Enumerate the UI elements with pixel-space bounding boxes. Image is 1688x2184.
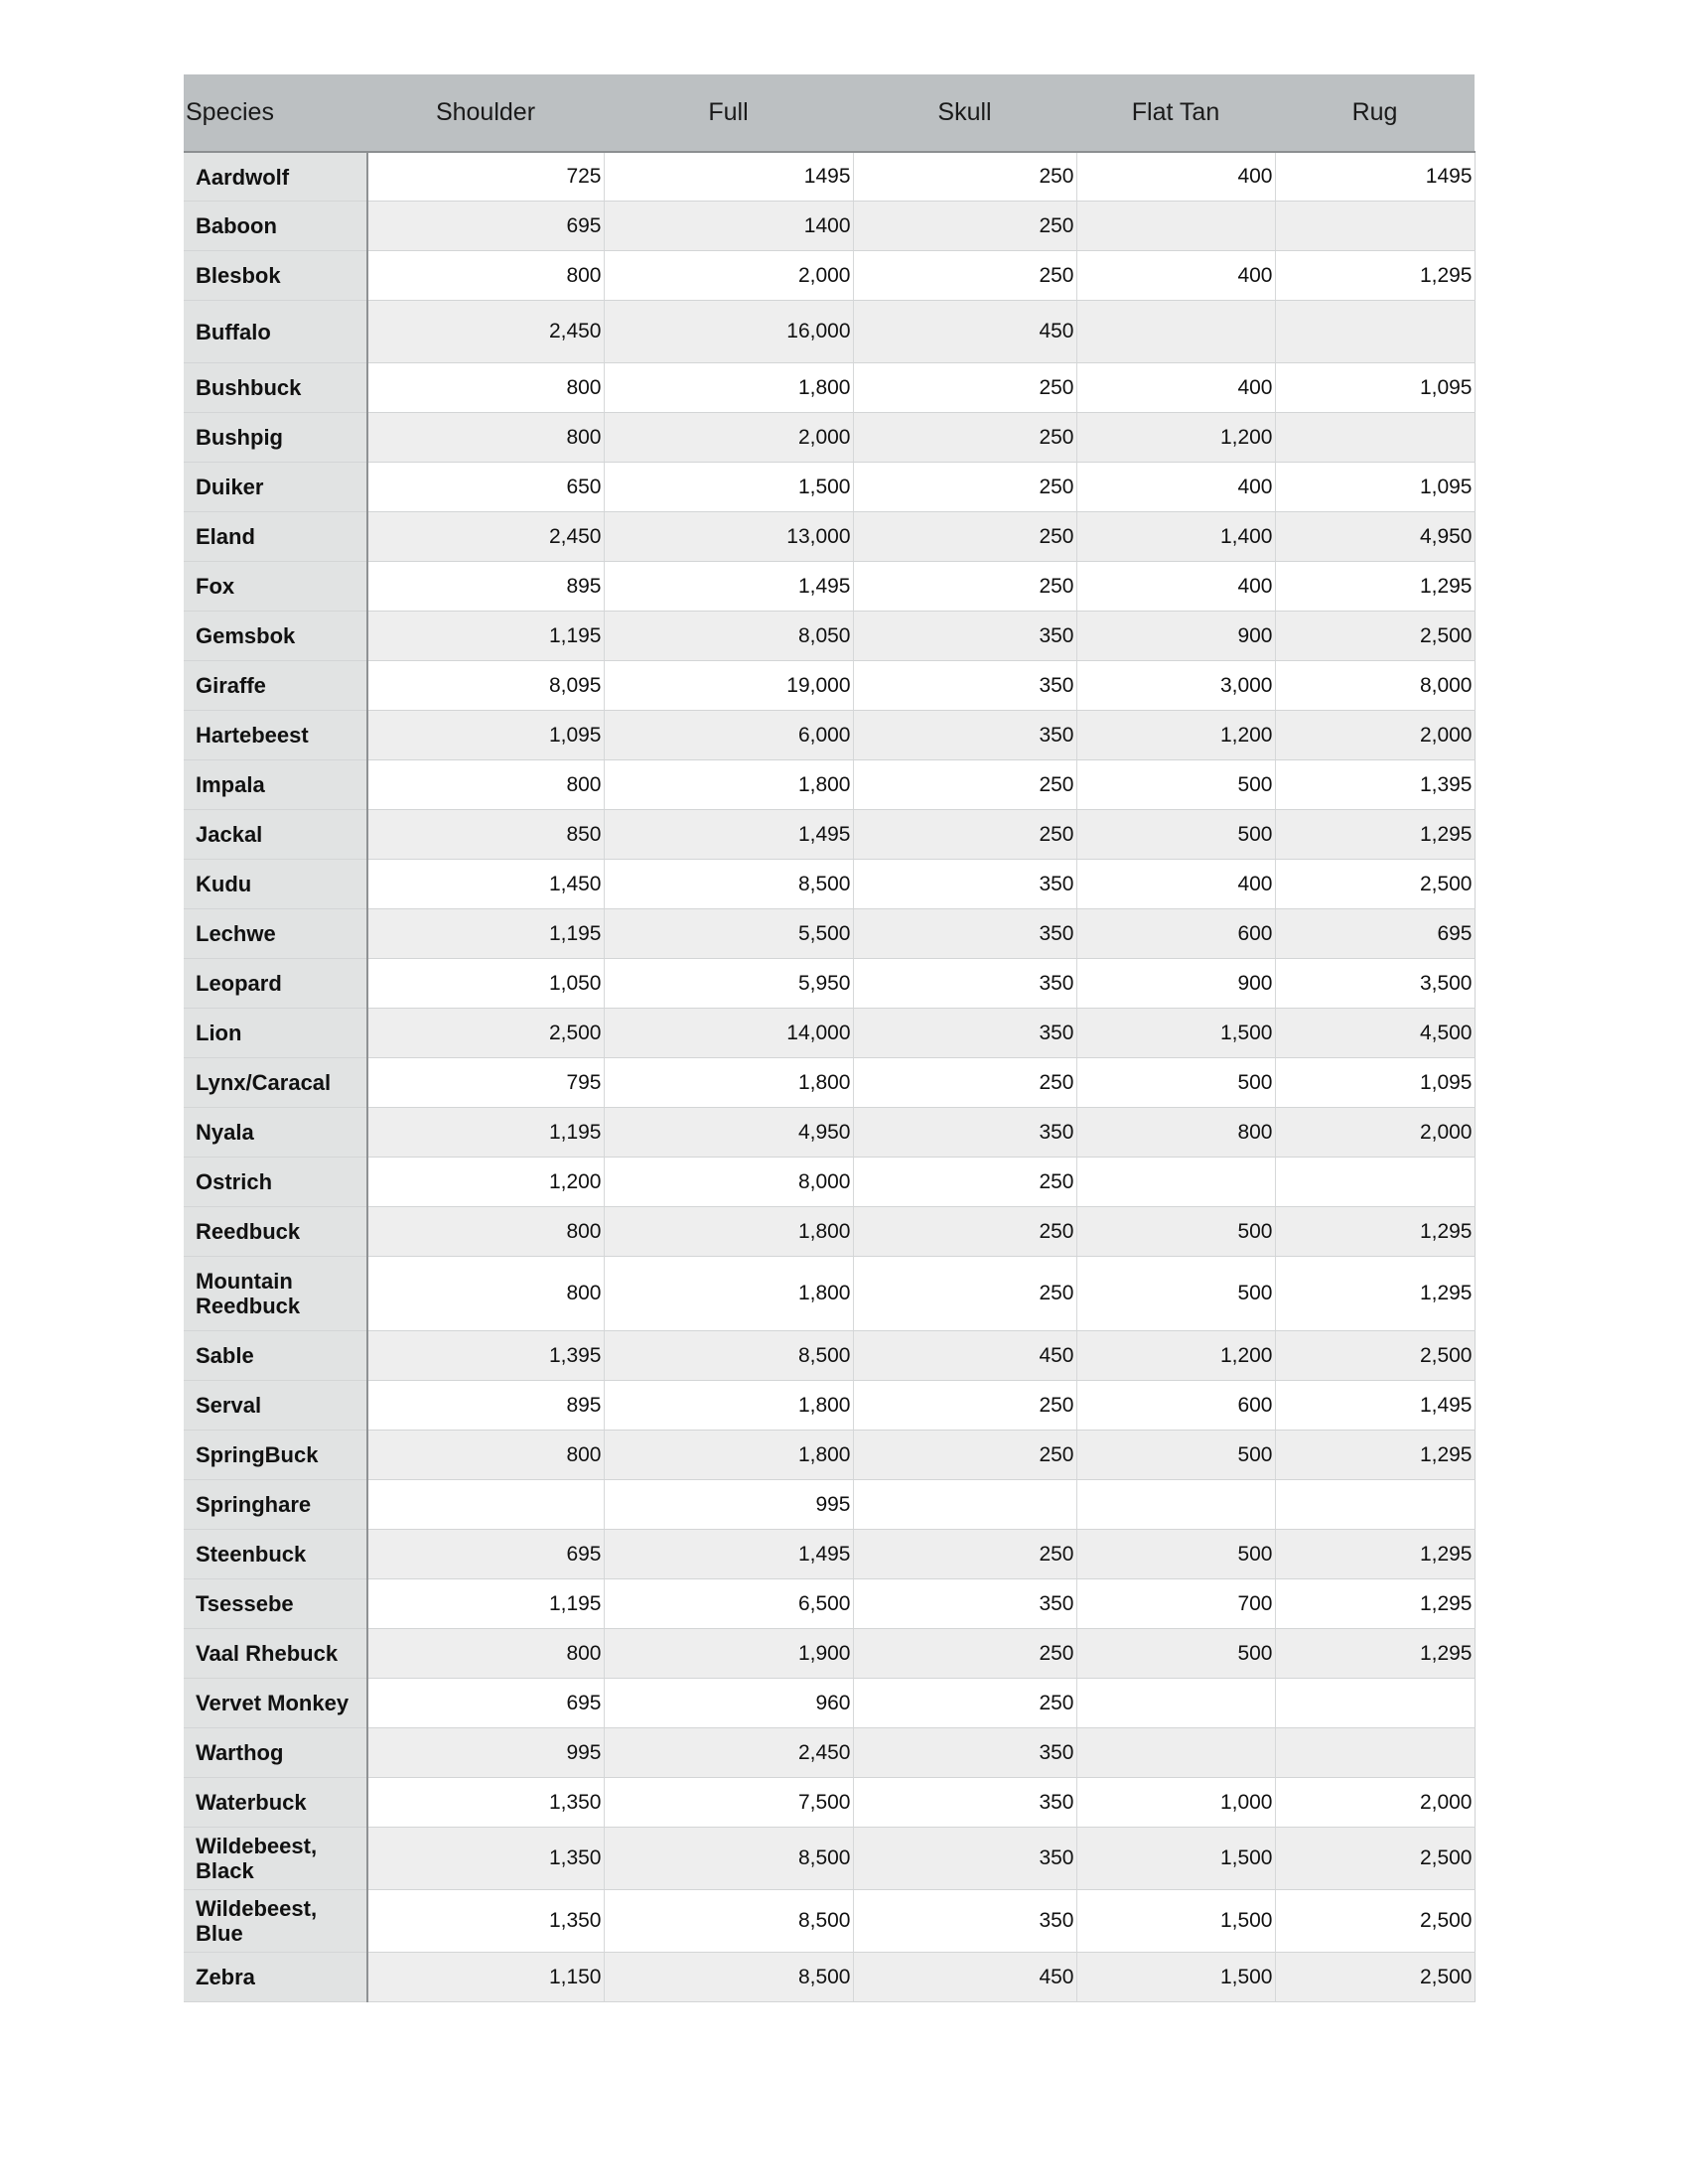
price-cell bbox=[1275, 1480, 1475, 1530]
table-row bbox=[184, 1108, 1475, 1158]
table-row bbox=[184, 413, 1475, 463]
price-cell: 350 bbox=[853, 959, 1076, 1009]
species-cell: Leopard bbox=[184, 959, 367, 1009]
species-cell: Giraffe bbox=[184, 661, 367, 711]
table-row bbox=[184, 1579, 1475, 1629]
price-cell: 7,500 bbox=[604, 1778, 853, 1828]
price-cell: 1400 bbox=[604, 202, 853, 251]
species-cell: Gemsbok bbox=[184, 612, 367, 661]
price-cell: 895 bbox=[367, 562, 604, 612]
price-cell: 1,295 bbox=[1275, 1530, 1475, 1579]
price-cell: 350 bbox=[853, 860, 1076, 909]
price-cell: 1,500 bbox=[1076, 1009, 1275, 1058]
price-cell: 695 bbox=[367, 1679, 604, 1728]
table-row bbox=[184, 959, 1475, 1009]
table-row bbox=[184, 1381, 1475, 1431]
price-cell: 8,000 bbox=[1275, 661, 1475, 711]
species-cell: Lion bbox=[184, 1009, 367, 1058]
price-cell: 400 bbox=[1076, 463, 1275, 512]
price-cell: 1,900 bbox=[604, 1629, 853, 1679]
price-cell: 4,950 bbox=[1275, 512, 1475, 562]
price-cell: 1,050 bbox=[367, 959, 604, 1009]
price-cell: 2,500 bbox=[367, 1009, 604, 1058]
price-cell: 350 bbox=[853, 909, 1076, 959]
price-cell: 1,500 bbox=[1076, 1953, 1275, 2002]
price-cell: 500 bbox=[1076, 760, 1275, 810]
species-cell: Fox bbox=[184, 562, 367, 612]
price-cell: 650 bbox=[367, 463, 604, 512]
price-cell: 2,500 bbox=[1275, 612, 1475, 661]
price-cell: 1,200 bbox=[367, 1158, 604, 1207]
species-cell: Vervet Monkey bbox=[184, 1679, 367, 1728]
price-cell: 960 bbox=[604, 1679, 853, 1728]
price-cell: 600 bbox=[1076, 909, 1275, 959]
price-cell: 500 bbox=[1076, 1207, 1275, 1257]
species-cell: Nyala bbox=[184, 1108, 367, 1158]
price-cell: 3,500 bbox=[1275, 959, 1475, 1009]
price-cell: 4,950 bbox=[604, 1108, 853, 1158]
price-cell: 1,095 bbox=[1275, 363, 1475, 413]
price-cell: 1,495 bbox=[604, 562, 853, 612]
price-cell: 695 bbox=[367, 202, 604, 251]
price-cell: 1,800 bbox=[604, 1431, 853, 1480]
table-row bbox=[184, 810, 1475, 860]
price-cell: 1,495 bbox=[604, 810, 853, 860]
price-cell: 1,800 bbox=[604, 1381, 853, 1431]
price-cell: 1,495 bbox=[604, 1530, 853, 1579]
price-cell: 400 bbox=[1076, 562, 1275, 612]
price-cell bbox=[1076, 1158, 1275, 1207]
table-row bbox=[184, 1953, 1475, 2002]
species-cell: Lechwe bbox=[184, 909, 367, 959]
species-cell: Waterbuck bbox=[184, 1778, 367, 1828]
price-cell: 14,000 bbox=[604, 1009, 853, 1058]
species-cell: Lynx/Caracal bbox=[184, 1058, 367, 1108]
species-cell: Reedbuck bbox=[184, 1207, 367, 1257]
species-cell: Wildebeest, Blue bbox=[184, 1890, 367, 1953]
species-cell: Bushpig bbox=[184, 413, 367, 463]
price-cell: 800 bbox=[367, 1431, 604, 1480]
table-row bbox=[184, 1158, 1475, 1207]
price-cell: 500 bbox=[1076, 1530, 1275, 1579]
price-cell: 500 bbox=[1076, 1629, 1275, 1679]
price-cell: 350 bbox=[853, 661, 1076, 711]
table-row bbox=[184, 1530, 1475, 1579]
price-cell: 500 bbox=[1076, 1058, 1275, 1108]
price-cell bbox=[1275, 1728, 1475, 1778]
price-cell: 250 bbox=[853, 1431, 1076, 1480]
table-row bbox=[184, 562, 1475, 612]
price-cell bbox=[1076, 1480, 1275, 1530]
price-cell: 1,395 bbox=[367, 1331, 604, 1381]
price-cell: 450 bbox=[853, 1331, 1076, 1381]
price-cell: 8,500 bbox=[604, 1953, 853, 2002]
price-cell: 250 bbox=[853, 1257, 1076, 1331]
price-cell: 1495 bbox=[1275, 152, 1475, 202]
species-cell: Eland bbox=[184, 512, 367, 562]
table-row bbox=[184, 1257, 1475, 1331]
price-cell: 1,195 bbox=[367, 909, 604, 959]
table-row bbox=[184, 860, 1475, 909]
price-cell: 1,395 bbox=[1275, 760, 1475, 810]
price-cell: 250 bbox=[853, 463, 1076, 512]
price-cell: 795 bbox=[367, 1058, 604, 1108]
price-cell: 450 bbox=[853, 1953, 1076, 2002]
price-cell: 2,500 bbox=[1275, 1890, 1475, 1953]
table-row bbox=[184, 1629, 1475, 1679]
price-cell: 350 bbox=[853, 1778, 1076, 1828]
price-cell: 500 bbox=[1076, 1431, 1275, 1480]
table-row bbox=[184, 661, 1475, 711]
price-cell bbox=[853, 1480, 1076, 1530]
price-cell: 800 bbox=[367, 251, 604, 301]
price-cell: 1,095 bbox=[1275, 463, 1475, 512]
column-header-shoulder: Shoulder bbox=[367, 74, 604, 152]
price-cell: 250 bbox=[853, 512, 1076, 562]
price-cell: 350 bbox=[853, 1890, 1076, 1953]
table-row bbox=[184, 512, 1475, 562]
price-cell: 2,450 bbox=[604, 1728, 853, 1778]
price-cell: 2,000 bbox=[1275, 1778, 1475, 1828]
price-cell: 1,800 bbox=[604, 1058, 853, 1108]
species-cell: Buffalo bbox=[184, 301, 367, 363]
price-cell: 350 bbox=[853, 1579, 1076, 1629]
price-cell: 19,000 bbox=[604, 661, 853, 711]
price-cell: 1,295 bbox=[1275, 251, 1475, 301]
price-cell: 1,095 bbox=[367, 711, 604, 760]
price-cell: 1,200 bbox=[1076, 413, 1275, 463]
price-cell: 1,800 bbox=[604, 363, 853, 413]
price-cell: 350 bbox=[853, 612, 1076, 661]
price-cell: 250 bbox=[853, 1207, 1076, 1257]
price-cell: 2,450 bbox=[367, 301, 604, 363]
price-cell: 1,295 bbox=[1275, 1431, 1475, 1480]
table-row bbox=[184, 760, 1475, 810]
price-cell bbox=[1076, 1728, 1275, 1778]
price-cell bbox=[1275, 1158, 1475, 1207]
price-cell: 800 bbox=[367, 1257, 604, 1331]
price-cell: 2,500 bbox=[1275, 1828, 1475, 1890]
price-cell: 250 bbox=[853, 1381, 1076, 1431]
price-cell: 250 bbox=[853, 1679, 1076, 1728]
species-cell: Jackal bbox=[184, 810, 367, 860]
price-cell: 1,350 bbox=[367, 1828, 604, 1890]
price-cell: 1,450 bbox=[367, 860, 604, 909]
table-row bbox=[184, 1431, 1475, 1480]
price-cell: 1,095 bbox=[1275, 1058, 1475, 1108]
price-cell: 8,500 bbox=[604, 1828, 853, 1890]
price-cell: 800 bbox=[367, 363, 604, 413]
price-cell: 8,095 bbox=[367, 661, 604, 711]
species-cell: Zebra bbox=[184, 1953, 367, 2002]
price-cell: 800 bbox=[367, 1629, 604, 1679]
price-cell: 2,500 bbox=[1275, 1331, 1475, 1381]
price-cell: 1,295 bbox=[1275, 810, 1475, 860]
price-cell: 1,350 bbox=[367, 1778, 604, 1828]
species-cell: Springhare bbox=[184, 1480, 367, 1530]
price-table bbox=[184, 74, 1476, 2002]
price-cell: 1,800 bbox=[604, 760, 853, 810]
price-cell: 1,150 bbox=[367, 1953, 604, 2002]
price-cell: 500 bbox=[1076, 1257, 1275, 1331]
price-cell: 6,000 bbox=[604, 711, 853, 760]
price-cell: 800 bbox=[1076, 1108, 1275, 1158]
price-cell: 250 bbox=[853, 251, 1076, 301]
price-cell: 725 bbox=[367, 152, 604, 202]
price-cell: 400 bbox=[1076, 251, 1275, 301]
price-cell: 800 bbox=[367, 1207, 604, 1257]
price-cell: 1495 bbox=[604, 152, 853, 202]
price-cell: 2,000 bbox=[604, 251, 853, 301]
species-cell: Wildebeest, Black bbox=[184, 1828, 367, 1890]
price-cell: 2,500 bbox=[1275, 860, 1475, 909]
price-cell: 250 bbox=[853, 1629, 1076, 1679]
price-cell: 250 bbox=[853, 1058, 1076, 1108]
species-cell: Kudu bbox=[184, 860, 367, 909]
species-cell: SpringBuck bbox=[184, 1431, 367, 1480]
price-cell: 600 bbox=[1076, 1381, 1275, 1431]
price-cell: 2,000 bbox=[1275, 711, 1475, 760]
price-cell: 8,050 bbox=[604, 612, 853, 661]
price-cell: 995 bbox=[367, 1728, 604, 1778]
price-cell: 1,295 bbox=[1275, 1579, 1475, 1629]
price-cell: 695 bbox=[1275, 909, 1475, 959]
price-cell: 1,295 bbox=[1275, 1207, 1475, 1257]
price-cell: 1,500 bbox=[1076, 1828, 1275, 1890]
price-cell: 1,200 bbox=[1076, 711, 1275, 760]
species-cell: Blesbok bbox=[184, 251, 367, 301]
price-cell: 250 bbox=[853, 152, 1076, 202]
price-cell: 250 bbox=[853, 202, 1076, 251]
table-row bbox=[184, 1058, 1475, 1108]
price-cell: 1,295 bbox=[1275, 1257, 1475, 1331]
table-row bbox=[184, 1480, 1475, 1530]
species-cell: Steenbuck bbox=[184, 1530, 367, 1579]
price-cell: 8,500 bbox=[604, 860, 853, 909]
price-cell: 1,500 bbox=[604, 463, 853, 512]
price-cell: 250 bbox=[853, 1158, 1076, 1207]
species-cell: Tsessebe bbox=[184, 1579, 367, 1629]
price-cell: 695 bbox=[367, 1530, 604, 1579]
price-cell: 250 bbox=[853, 1530, 1076, 1579]
table-row bbox=[184, 1331, 1475, 1381]
price-cell: 995 bbox=[604, 1480, 853, 1530]
table-row bbox=[184, 251, 1475, 301]
price-cell: 900 bbox=[1076, 612, 1275, 661]
table-row bbox=[184, 363, 1475, 413]
price-cell bbox=[367, 1480, 604, 1530]
price-cell: 8,000 bbox=[604, 1158, 853, 1207]
price-cell: 250 bbox=[853, 413, 1076, 463]
table-row bbox=[184, 612, 1475, 661]
column-header-full: Full bbox=[604, 74, 853, 152]
price-cell: 1,500 bbox=[1076, 1890, 1275, 1953]
column-header-rug: Rug bbox=[1275, 74, 1475, 152]
price-cell: 250 bbox=[853, 363, 1076, 413]
price-cell: 895 bbox=[367, 1381, 604, 1431]
species-cell: Serval bbox=[184, 1381, 367, 1431]
price-cell bbox=[1275, 202, 1475, 251]
table-row bbox=[184, 1828, 1475, 1890]
table-row bbox=[184, 1728, 1475, 1778]
price-cell bbox=[1275, 301, 1475, 363]
price-cell: 8,500 bbox=[604, 1890, 853, 1953]
price-cell: 850 bbox=[367, 810, 604, 860]
price-cell: 800 bbox=[367, 760, 604, 810]
table-row bbox=[184, 202, 1475, 251]
price-cell: 1,400 bbox=[1076, 512, 1275, 562]
price-cell: 500 bbox=[1076, 810, 1275, 860]
price-cell: 250 bbox=[853, 810, 1076, 860]
price-cell: 350 bbox=[853, 1108, 1076, 1158]
price-cell: 900 bbox=[1076, 959, 1275, 1009]
table-row bbox=[184, 909, 1475, 959]
species-cell: Impala bbox=[184, 760, 367, 810]
price-cell bbox=[1076, 301, 1275, 363]
price-cell: 350 bbox=[853, 1009, 1076, 1058]
price-cell: 1,295 bbox=[1275, 562, 1475, 612]
column-header-flat-tan: Flat Tan bbox=[1076, 74, 1275, 152]
price-cell: 450 bbox=[853, 301, 1076, 363]
price-cell: 5,950 bbox=[604, 959, 853, 1009]
price-cell: 250 bbox=[853, 562, 1076, 612]
price-cell: 1,200 bbox=[1076, 1331, 1275, 1381]
table-row bbox=[184, 301, 1475, 363]
table-row bbox=[184, 1778, 1475, 1828]
price-cell: 1,350 bbox=[367, 1890, 604, 1953]
price-cell: 1,295 bbox=[1275, 1629, 1475, 1679]
table-row bbox=[184, 152, 1475, 202]
price-cell: 5,500 bbox=[604, 909, 853, 959]
species-cell: Warthog bbox=[184, 1728, 367, 1778]
price-cell: 800 bbox=[367, 413, 604, 463]
table-row bbox=[184, 1679, 1475, 1728]
price-cell bbox=[1076, 1679, 1275, 1728]
price-cell: 350 bbox=[853, 1828, 1076, 1890]
price-cell: 1,800 bbox=[604, 1257, 853, 1331]
price-cell: 400 bbox=[1076, 152, 1275, 202]
species-cell: Bushbuck bbox=[184, 363, 367, 413]
price-cell: 1,195 bbox=[367, 612, 604, 661]
species-cell: Aardwolf bbox=[184, 152, 367, 202]
price-cell bbox=[1076, 202, 1275, 251]
price-cell: 13,000 bbox=[604, 512, 853, 562]
table-row bbox=[184, 1009, 1475, 1058]
price-cell: 400 bbox=[1076, 860, 1275, 909]
price-cell bbox=[1275, 1679, 1475, 1728]
price-cell: 2,450 bbox=[367, 512, 604, 562]
price-cell: 350 bbox=[853, 1728, 1076, 1778]
table-row bbox=[184, 711, 1475, 760]
price-cell: 400 bbox=[1076, 363, 1275, 413]
header-row bbox=[184, 74, 1475, 152]
price-cell: 2,000 bbox=[604, 413, 853, 463]
price-cell: 700 bbox=[1076, 1579, 1275, 1629]
species-cell: Baboon bbox=[184, 202, 367, 251]
price-cell: 2,500 bbox=[1275, 1953, 1475, 2002]
species-cell: Hartebeest bbox=[184, 711, 367, 760]
price-cell: 350 bbox=[853, 711, 1076, 760]
column-header-species: Species bbox=[184, 74, 367, 152]
species-cell: Ostrich bbox=[184, 1158, 367, 1207]
price-cell: 1,195 bbox=[367, 1579, 604, 1629]
price-cell: 1,495 bbox=[1275, 1381, 1475, 1431]
species-cell: Vaal Rhebuck bbox=[184, 1629, 367, 1679]
table-row bbox=[184, 1207, 1475, 1257]
price-cell: 2,000 bbox=[1275, 1108, 1475, 1158]
price-cell: 4,500 bbox=[1275, 1009, 1475, 1058]
species-cell: Mountain Reedbuck bbox=[184, 1257, 367, 1331]
price-cell: 8,500 bbox=[604, 1331, 853, 1381]
price-cell: 250 bbox=[853, 760, 1076, 810]
price-cell: 1,800 bbox=[604, 1207, 853, 1257]
price-cell: 1,000 bbox=[1076, 1778, 1275, 1828]
price-cell: 3,000 bbox=[1076, 661, 1275, 711]
species-cell: Sable bbox=[184, 1331, 367, 1381]
price-cell: 16,000 bbox=[604, 301, 853, 363]
price-cell: 1,195 bbox=[367, 1108, 604, 1158]
column-header-skull: Skull bbox=[853, 74, 1076, 152]
table-row bbox=[184, 463, 1475, 512]
price-cell: 6,500 bbox=[604, 1579, 853, 1629]
table-row bbox=[184, 1890, 1475, 1953]
price-cell bbox=[1275, 413, 1475, 463]
species-cell: Duiker bbox=[184, 463, 367, 512]
